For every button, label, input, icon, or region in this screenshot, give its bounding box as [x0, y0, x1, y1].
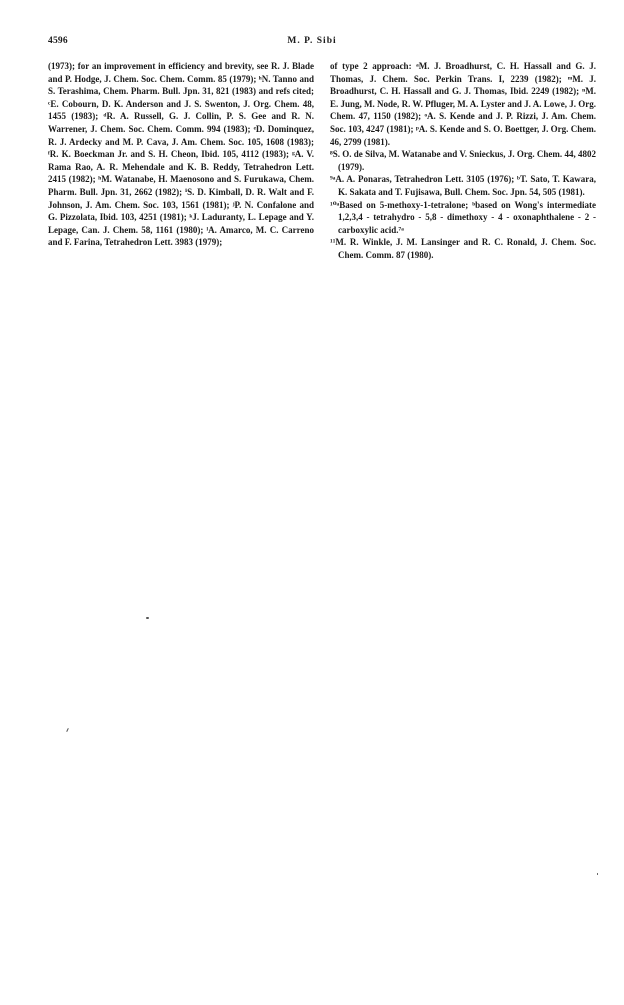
scan-speck: [597, 873, 598, 875]
scan-speck: [66, 728, 69, 732]
left-column: [48, 60, 314, 249]
page-number: 4596: [48, 36, 68, 46]
reference-9: ⁹ᵃA. A. Ponaras, Tetrahedron Lett. 3105 (1976); ᵇT. Sato, T. Kawara, K. Sakata and T. Fujisawa, Bull. Chem. Soc. Jpn. 54, 505 (1981).: [330, 174, 596, 197]
reference-8: ⁸S. O. de Silva, M. Watanabe and V. Snieckus, J. Org. Chem. 44, 4802 (1979).: [330, 149, 596, 172]
scan-speck: [146, 617, 149, 619]
page-header: [0, 36, 624, 52]
right-column: [330, 60, 596, 262]
reference-text: of type 2 approach: ᵃM. J. Broadhurst, C. H. Hassall and G. J. Thomas, J. Chem. Soc. Perkin Trans. I, 2239 (1982); ᵐM. J. Broadhurst, C. H. Hassall and G. J. Thomas, Ibid. 2249 (1982); ⁿM. E. Jung, M. Node, R. W. Pfluger, M. A. Lyster and J. A. Lowe, J. Org. Chem. 47, 1150 (1982); ᵒA. S. Kende and J. P. Rizzi, J. Am. Chem. Soc. 103, 4247 (1981); ᵖA. S. Kende and S. O. Boettger, J. Org. Chem. 46, 2799 (1981).: [330, 61, 596, 147]
reference-11: ¹¹M. R. Winkle, J. M. Lansinger and R. C. Ronald, J. Chem. Soc. Chem. Comm. 87 (1980).: [330, 237, 596, 260]
reference-text: (1973); for an improvement in efficiency and brevity, see R. J. Blade and P. Hodge, J. Chem. Soc. Chem. Comm. 85 (1979); ʰN. Tanno and S. Terashima, Chem. Pharm. Bull. Jpn. 31, 821 (1983) and refs cited; ᶜE. Cobourn, D. K. Anderson and J. S. Swenton, J. Org. Chem. 48, 1455 (1983); ᵈR. A. Russell, G. J. Collin, P. S. Gee and R. N. Warrener, J. Chem. Soc. Chem. Comm. 994 (1983); ᵉD. Dominquez, R. J. Ardecky and M. P. Cava, J. Am. Chem. Soc. 105, 1608 (1983); ᶠR. K. Boeckman Jr. and S. H. Cheon, Ibid. 105, 4112 (1983); ᵍA. V. Rama Rao, A. R. Mehendale and K. B. Reddy, Tetrahedron Lett. 2415 (1982); ʰM. Watanabe, H. Maenosono and S. Furukawa, Chem. Pharm. Bull. Jpn. 31, 2662 (1982); ⁱS. D. Kimball, D. R. Walt and F. Johnson, J. Am. Chem. Soc. 103, 1561 (1981); ʲP. N. Confalone and G. Pizzolata, Ibid. 103, 4251 (1981); ᵏJ. Laduranty, L. Lepage and Y. Lepage, Can. J. Chem. 58, 1161 (1980); ˡA. Amarco, M. C. Carreno and F. Farina, Tetrahedron Lett. 3983 (1979);: [48, 61, 314, 248]
reference-10: ¹⁰ᵃBased on 5-methoxy-1-tetralone; ᵇbased on Wong's intermediate 1,2,3,4 - tetrahydro - 5,8 - dimethoxy - 4 - oxonaphthalene - 2 - carboxylic acid.⁷ᵃ: [330, 199, 596, 235]
running-head: M. P. Sibi: [287, 36, 337, 46]
